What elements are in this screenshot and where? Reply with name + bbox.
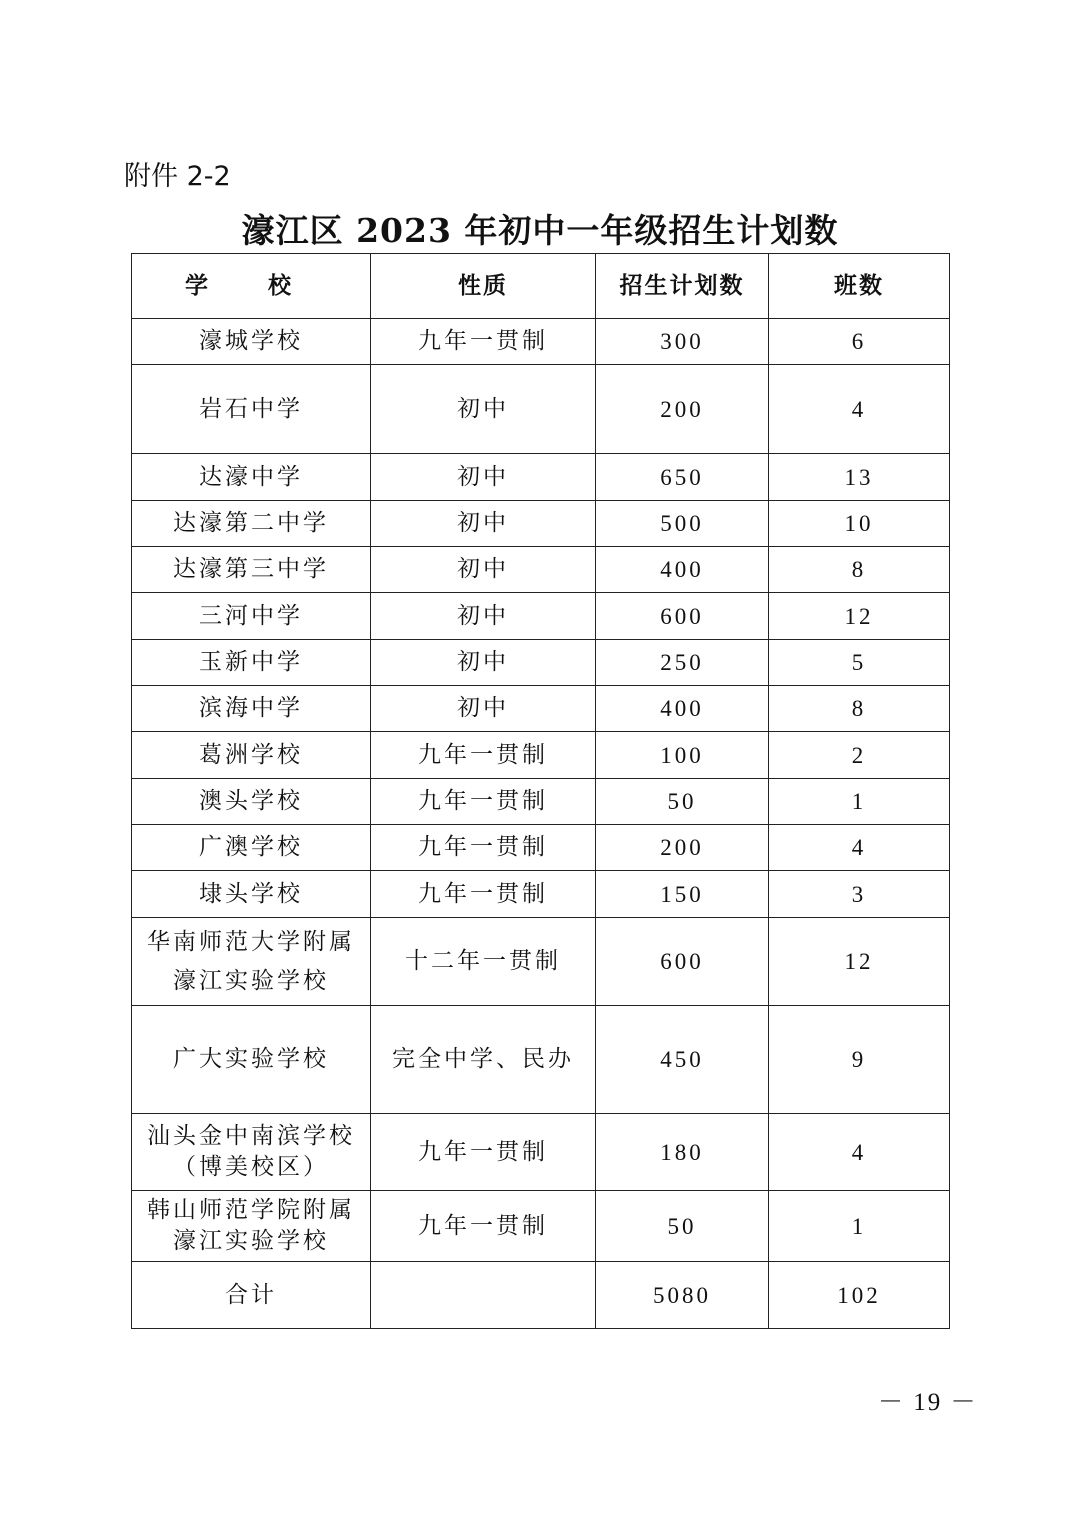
table-row: [132, 732, 950, 779]
total-nature-cell: [371, 1262, 596, 1329]
table-row: [132, 319, 950, 365]
school-cell: 广大实验学校: [132, 1006, 371, 1114]
classes-cell: 5: [769, 640, 950, 686]
school-cell: 三河中学: [132, 593, 371, 640]
table-row: [132, 686, 950, 732]
classes-cell: 3: [769, 871, 950, 918]
classes-cell: 12: [769, 918, 950, 1006]
nature-cell: 九年一贯制: [371, 732, 596, 779]
nature-cell: 初中: [371, 640, 596, 686]
classes-cell: 8: [769, 686, 950, 732]
table-row: [132, 918, 950, 1006]
plan-cell: 400: [596, 686, 769, 732]
nature-cell: 九年一贯制: [371, 871, 596, 918]
attachment-label: 附件 2-2: [124, 161, 231, 192]
classes-cell: 1: [769, 779, 950, 825]
table-row: [132, 825, 950, 871]
school-cell: 达濠第三中学: [132, 547, 371, 593]
page-number: － 19 －: [878, 1389, 978, 1416]
table-row: [132, 1114, 950, 1191]
plan-cell: 250: [596, 640, 769, 686]
nature-cell: 九年一贯制: [371, 319, 596, 365]
header-school: 学 校: [132, 254, 371, 319]
plan-cell: 600: [596, 918, 769, 1006]
plan-cell: 100: [596, 732, 769, 779]
school-cell: 岩石中学: [132, 365, 371, 454]
classes-cell: 6: [769, 319, 950, 365]
classes-cell: 2: [769, 732, 950, 779]
plan-cell: 450: [596, 1006, 769, 1114]
plan-cell: 650: [596, 454, 769, 501]
school-cell: 濠城学校: [132, 319, 371, 365]
plan-cell: 150: [596, 871, 769, 918]
classes-cell: 4: [769, 365, 950, 454]
table-row: [132, 454, 950, 501]
plan-cell: 300: [596, 319, 769, 365]
table-row: [132, 779, 950, 825]
table-row: [132, 871, 950, 918]
total-plan: 5080: [596, 1262, 769, 1329]
nature-cell: 初中: [371, 501, 596, 547]
plan-cell: 400: [596, 547, 769, 593]
nature-cell: 初中: [371, 454, 596, 501]
classes-cell: 13: [769, 454, 950, 501]
nature-cell: 九年一贯制: [371, 1114, 596, 1191]
school-cell: 广澳学校: [132, 825, 371, 871]
school-cell: 澳头学校: [132, 779, 371, 825]
table-row: [132, 1191, 950, 1262]
school-cell: 汕头金中南滨学校 （博美校区）: [132, 1114, 371, 1191]
table-header-row: [132, 254, 950, 319]
school-cell: 滨海中学: [132, 686, 371, 732]
classes-cell: 4: [769, 1114, 950, 1191]
plan-cell: 50: [596, 779, 769, 825]
school-cell: 葛洲学校: [132, 732, 371, 779]
school-cell: 埭头学校: [132, 871, 371, 918]
plan-cell: 500: [596, 501, 769, 547]
nature-cell: 九年一贯制: [371, 825, 596, 871]
classes-cell: 4: [769, 825, 950, 871]
enrollment-plan-table: [131, 253, 950, 1329]
table-row: [132, 547, 950, 593]
nature-cell: 完全中学、民办: [371, 1006, 596, 1114]
table-row: [132, 501, 950, 547]
document-title: 濠江区 2023 年初中一年级招生计划数: [241, 211, 839, 250]
header-nature: 性质: [371, 254, 596, 319]
header-plan: 招生计划数: [596, 254, 769, 319]
school-cell: 达濠中学: [132, 454, 371, 501]
nature-cell: 十二年一贯制: [371, 918, 596, 1006]
classes-cell: 1: [769, 1191, 950, 1262]
nature-cell: 初中: [371, 593, 596, 640]
school-cell: 玉新中学: [132, 640, 371, 686]
table-row: [132, 365, 950, 454]
school-cell: 达濠第二中学: [132, 501, 371, 547]
nature-cell: 初中: [371, 365, 596, 454]
nature-cell: 初中: [371, 686, 596, 732]
plan-cell: 180: [596, 1114, 769, 1191]
table-row: [132, 593, 950, 640]
classes-cell: 9: [769, 1006, 950, 1114]
nature-cell: 九年一贯制: [371, 1191, 596, 1262]
table-row: [132, 640, 950, 686]
total-classes: 102: [769, 1262, 950, 1329]
school-cell: 华南师范大学附属 濠江实验学校: [132, 918, 371, 1006]
nature-cell: 九年一贯制: [371, 779, 596, 825]
nature-cell: 初中: [371, 547, 596, 593]
school-cell: 韩山师范学院附属 濠江实验学校: [132, 1191, 371, 1262]
plan-cell: 200: [596, 365, 769, 454]
header-classes: 班数: [769, 254, 950, 319]
classes-cell: 8: [769, 547, 950, 593]
plan-cell: 200: [596, 825, 769, 871]
classes-cell: 10: [769, 501, 950, 547]
total-label: 合计: [132, 1262, 371, 1329]
plan-cell: 50: [596, 1191, 769, 1262]
classes-cell: 12: [769, 593, 950, 640]
plan-cell: 600: [596, 593, 769, 640]
total-row: [132, 1262, 950, 1329]
table-row: [132, 1006, 950, 1114]
